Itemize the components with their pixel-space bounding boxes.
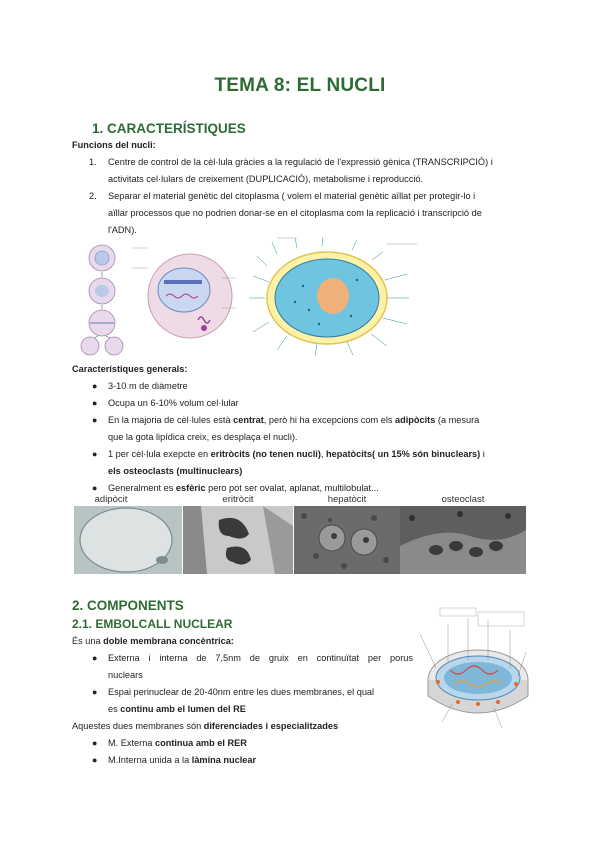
envelope-bullet-2-dot: ●	[92, 687, 98, 697]
micrograph-label-osteoclast: osteoclast	[441, 494, 485, 505]
envelope-intro: És una doble membrana concèntrica:	[72, 636, 234, 646]
envelope-bullet-1-line-2: nuclears	[108, 670, 143, 680]
function-1-line-1: Centre de control de la cèl·lula gràcies a la regulació de l'expressió gènica (TRANSCRIPCIÓ) i	[108, 157, 493, 167]
micrograph-adipocyte	[74, 506, 182, 574]
nucleus-envelope-diagram	[247, 236, 419, 358]
micrograph-label-adipocyte: adipòcit	[94, 494, 128, 505]
section-1-heading: 1. CARACTERÍSTIQUES	[92, 121, 246, 136]
outer-membrane-item: M. Externa continua amb el RER	[108, 738, 247, 748]
outer-membrane-dot: ●	[92, 738, 98, 748]
bullet-4-dot: ●	[92, 449, 98, 459]
function-1-line-2: activitats cel·lulars de creixement (DUPLICACIÓ), metabolisme i reproducció.	[108, 174, 424, 184]
section-2-1-heading: 2.1. EMBOLCALL NUCLEAR	[72, 617, 233, 631]
section-2-heading: 2. COMPONENTS	[72, 598, 184, 613]
inner-membrane-item: M.Interna unida a la làmina nuclear	[108, 755, 257, 765]
envelope-bullet-1-line-1: Externa i interna de 7,5nm de gruix en continuïtat per porus	[108, 653, 413, 663]
micrograph-erythrocyte	[183, 506, 293, 574]
function-2-number: 2.	[89, 191, 97, 201]
general-item-4: 1 per cèl·lula exepcte en eritròcits (no tenen nucli), hepatòcits( un 15% són binuclears) i	[108, 449, 485, 459]
function-2-line-3: l'ADN).	[108, 225, 137, 235]
micrograph-osteoclast	[400, 506, 526, 574]
general-label: Característiques generals:	[72, 364, 188, 374]
general-item-4-line-2: els osteoclasts (multinuclears)	[108, 466, 243, 476]
micrograph-label-erythrocyte: eritròcit	[222, 494, 254, 505]
envelope-bullet-2-line-2: es continu amb el lumen del RE	[108, 704, 246, 714]
cell-cycle-diagram	[72, 238, 240, 358]
bullet-1-dot: ●	[92, 381, 98, 391]
function-2-line-1: Separar el material genètic del citoplasma ( volem el material genètic aïllat per protegir-lo i	[108, 191, 476, 201]
envelope-bullet-1-dot: ●	[92, 653, 98, 663]
bullet-5-dot: ●	[92, 483, 98, 493]
micrograph-hepatocyte	[294, 506, 400, 574]
functions-label: Funcions del nucli:	[72, 140, 156, 150]
inner-membrane-dot: ●	[92, 755, 98, 765]
general-item-5: Generalment es esfèric pero pot ser ovalat, aplanat, multilobulat...	[108, 483, 379, 493]
function-1-number: 1.	[89, 157, 97, 167]
envelope-bullet-2-line-1: Espai perinuclear de 20-40nm entre les dues membranes, el qual	[108, 687, 375, 697]
general-item-3-line-2: que la gota lipídica creix, es desplaça el nucli).	[108, 432, 298, 442]
nuclear-envelope-3d-diagram	[418, 604, 530, 736]
bullet-2-dot: ●	[92, 398, 98, 408]
general-item-2: Ocupa un 6-10% volum cel·lular	[108, 398, 239, 408]
bullet-3-dot: ●	[92, 415, 98, 425]
micrograph-label-hepatocyte: hepatòcit	[327, 494, 367, 505]
general-item-1: 3-10 m de diàmetre	[108, 381, 188, 391]
page-title: TEMA 8: EL NUCLI	[214, 75, 386, 96]
general-item-3: En la majoria de cèl·lules està centrat, però hi ha excepcions com els adipòcits (a mesura	[108, 415, 480, 425]
function-2-line-2: aïllar processos que no podrien donar-se en el citoplasma com la replicació i transcripció de	[108, 208, 482, 218]
membranes-differ: Aquestes dues membranes són diferenciades i especialitzades	[72, 721, 339, 731]
